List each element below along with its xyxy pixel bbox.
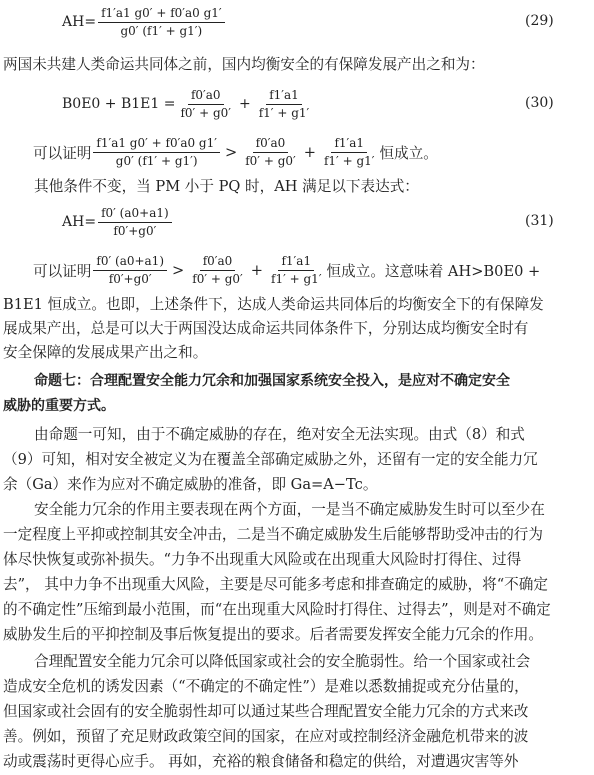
paragraph-line: 余（Ga）来作为应对不确定威胁的准备，即 Ga=A−Tc。	[3, 476, 378, 493]
paragraph-line: 善。例如，预留了充足财政政策空间的国家，在应对或控制经济金融危机带来的波	[3, 728, 529, 745]
fraction-denominator: f0′ + g0′	[180, 105, 231, 120]
equation-lhs: B0E0 + B1E1 =	[62, 96, 176, 112]
inline-text: 可以证明	[33, 144, 92, 162]
fraction	[177, 88, 234, 121]
fraction	[242, 136, 299, 169]
fraction-denominator: f0′ + g0′	[192, 271, 243, 286]
paragraph-line: 造成安全危机的诱发因素（“不确定的不确定性”）是难以悉数捕捉或充分估量的，	[3, 678, 529, 695]
plus-sign: +	[303, 143, 316, 161]
equation-number: (29)	[525, 13, 554, 29]
fraction-numerator: f1′a1 g0′ + f0′a0 g1′	[98, 6, 225, 23]
fraction	[98, 6, 225, 39]
fraction	[93, 254, 167, 287]
equation-lhs: AH=	[62, 214, 97, 230]
fraction-denominator: f1′ + g1′	[271, 271, 322, 286]
paragraph-line: 的不确定性”压缩到最小范围，而“在出现重大风险时打得住、过得去”，则是对不确定	[3, 601, 551, 618]
fraction-numerator: f1′a1	[278, 254, 314, 271]
paragraph-line: （9）可知，相对安全被定义为在覆盖全部确定威胁之外，还留有一定的安全能力冗	[3, 451, 538, 468]
paragraph-line: 两国未共建人类命运共同体之前，国内均衡安全的有保障发展产出之和为：	[3, 56, 485, 73]
greater-than-sign: >	[224, 143, 238, 161]
equation-number: (31)	[525, 213, 554, 229]
fraction	[256, 88, 313, 121]
inline-text: 恒成立。	[379, 144, 438, 162]
paragraph-line: 去”， 其中力争不出现重大风险，主要是尽可能多考虑和排查确定的威胁，将“不确定	[3, 576, 548, 593]
equation-31	[62, 202, 174, 242]
proposition-heading: 威胁的重要方式。	[3, 398, 115, 414]
paragraph-line: 一定程度上平抑或控制其安全冲击，二是当不确定威胁发生后能够帮助受冲击的行为	[3, 526, 543, 543]
inline-text: 恒成立。这意味着 AH>B0E0 +	[326, 262, 541, 280]
fraction-numerator: f1′a1 g0′ + f0′a0 g1′	[93, 136, 220, 153]
equation-lhs: AH=	[62, 14, 97, 30]
paragraph-line: 威胁发生后的平抑控制及事后恢复提出的要求。后者需要发挥安全能力冗余的作用。	[3, 626, 543, 643]
fraction-numerator: f0′a0	[200, 254, 236, 271]
fraction	[189, 254, 246, 287]
paragraph-line: 展成果产出，总是可以大于两国没达成命运共同体条件下，分别达成均衡安全时有	[3, 320, 529, 337]
fraction-numerator: f0′a0	[253, 136, 289, 153]
fraction-denominator: f0′+g0′	[113, 223, 157, 238]
fraction-denominator: f0′ + g0′	[245, 153, 296, 168]
inequality-2	[33, 250, 540, 290]
fraction-numerator: f0′a0	[188, 88, 224, 105]
fraction	[321, 136, 378, 169]
fraction-numerator: f0′ (a0+a1)	[93, 254, 167, 271]
paragraph-line: 动或震荡时更得心应手。 再如，充裕的粮食储备和稳定的供给，对遭遇灾害等外	[3, 753, 519, 770]
paragraph-line: 合理配置安全能力冗余可以降低国家或社会的安全脆弱性。给一个国家或社会	[34, 653, 531, 670]
inequality-1	[33, 132, 438, 172]
greater-than-sign: >	[172, 261, 185, 279]
equation-number: (30)	[525, 95, 554, 111]
fraction-denominator: g0′ (f1′ + g1′)	[120, 23, 203, 38]
plus-sign: +	[250, 261, 264, 279]
fraction-numerator: f1′a1	[266, 88, 302, 105]
fraction-numerator: f1′a1	[331, 136, 367, 153]
fraction-numerator: f0′ (a0+a1)	[98, 206, 172, 223]
paragraph-line: 但国家或社会固有的安全脆弱性却可以通过某些合理配置安全能力冗余的方式来改	[3, 703, 529, 720]
fraction	[93, 136, 220, 169]
paragraph-line: B1E1 恒成立。也即，上述条件下，达成人类命运共同体后的均衡安全下的有保障发	[3, 296, 544, 313]
paragraph-line: 体尽快恢复或弥补损失。“力争不出现重大风险或在出现重大风险时打得住、过得	[3, 551, 522, 568]
fraction-denominator: f1′ + g1′	[258, 105, 310, 120]
paragraph-line: 安全能力冗余的作用主要表现在两个方面，一是当不确定威胁发生时可以至少在	[34, 501, 545, 518]
fraction-denominator: g0′ (f1′ + g1′)	[115, 153, 198, 168]
plus-sign: +	[239, 96, 251, 112]
fraction	[98, 206, 172, 239]
equation-30	[62, 84, 314, 124]
paragraph-line: 其他条件不变，当 PM 小于 PQ 时，AH 满足以下表达式：	[34, 178, 419, 195]
equation-29	[62, 2, 227, 42]
inline-text: 可以证明	[33, 262, 92, 280]
fraction-denominator: f0′+g0′	[108, 271, 152, 286]
fraction	[268, 254, 325, 287]
fraction-denominator: f1′ + g1′	[323, 153, 375, 168]
paragraph-line: 安全保障的发展成果产出之和。	[3, 344, 208, 361]
paragraph-line: 由命题一可知，由于不确定威胁的存在，绝对安全无法实现。由式（8）和式	[34, 426, 525, 443]
proposition-heading: 命题七：合理配置安全能力冗余和加强国家系统安全投入，是应对不确定安全	[34, 373, 510, 389]
